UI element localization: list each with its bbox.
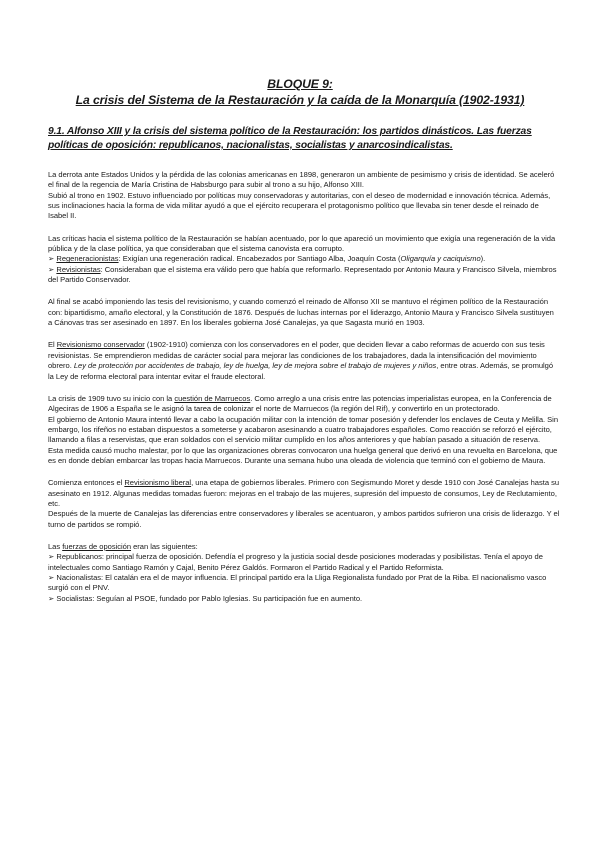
paragraph-2-intro: Las críticas hacia el sistema político de la Restauración se habían acentuado, por lo que apareció un movimiento que exigía una regeneración de la vida pública y de la clase política, ya que consideraban que el sistema canovista era corrupto.	[48, 233, 556, 254]
bullet-icon: ➢	[48, 573, 55, 582]
block-heading: BLOQUE 9:	[267, 77, 333, 91]
paragraph-5	[48, 394, 560, 466]
p6-lead: Comienza entonces el	[48, 478, 125, 488]
section-title: Alfonso XIII y la crisis del sistema político de la Restauración: los partidos dinásticos. Las fuerzas políticas de oposición: republicanos, nacionalistas, socialistas y anarcosindicalistas.	[48, 126, 532, 151]
p4-text-2: , entre otras. Además, se promulgó la Ley de reforma electoral para intentar evitar el fraude electoral.	[48, 361, 554, 381]
term-fuerzas-oposicion: fuerzas de oposición	[62, 541, 132, 551]
section-heading	[48, 125, 558, 153]
bullet-icon: ➢	[48, 264, 55, 274]
p5-text-3: Esta medida causó mucho malestar, por lo que las organizaciones obreras convocaron una huelga general que derivó en una revuelta en Barcelona, que es en donde debían embarcar las tropas hacia Marruecos. Durante una semana hubo una oleada de violencia que terminó con el gobierno de Maura.	[48, 445, 558, 465]
regen-text-end: ).	[480, 254, 486, 264]
paragraph-1	[48, 170, 560, 222]
laws-list: Ley de protección por accidentes de trabajo, ley de huelga, ley de mejora sobre el trabajo de mujeres y niños	[73, 361, 437, 371]
bullet-icon: ➢	[48, 254, 55, 264]
list-item-nacionalistas: Nacionalistas: El catalán era el de mayor influencia. El principal partido era la Lliga Regionalista fundado por Prat de la Riba. El nacionalismo vasco surgió con el PNV.	[48, 573, 547, 593]
paragraph-4	[48, 340, 560, 381]
paragraph-3: Al final se acabó imponiendo las tesis del revisionismo, y cuando comenzó el reinado de Alfonso XII se mantuvo el régimen político de la Restauración con: bipartidismo, amaño electoral, y la Constitución de 1876. Después de luchas internas por el liderazgo, Antonio Maura y Francisco Silvela sustituyen a Cánovas tras ser asesinado en 1897. En los liberales gobierna José Canalejas, ya que Sagasta murió en 1903.	[48, 297, 554, 328]
p4-lead: El	[48, 340, 57, 350]
term-cuestion-marruecos: cuestión de Marruecos	[174, 393, 251, 403]
paragraph-7	[48, 542, 560, 604]
p5-lead: La crisis de 1909 tuvo su inicio con la	[48, 393, 175, 403]
document-body	[48, 170, 560, 616]
p7-lead-end: eran las siguientes:	[131, 541, 198, 551]
p4-text-1: (1902-1910) comienza con los conservadores en el poder, que deciden llevar a cabo reformas de acuerdo con sus tesis revisionistas. Se emprendieron medidas de carácter social para mejorar las condiciones de los trabajadores, dada la intensificación del movimiento obrero.	[48, 340, 545, 371]
bullet-icon: ➢	[48, 593, 55, 603]
p7-lead: Las	[48, 541, 63, 551]
section-number: 9.1.	[48, 126, 65, 137]
block-title: La crisis del Sistema de la Restauración y la caída de la Monarquía (1902-1931)	[75, 93, 525, 107]
p6-text-2: Después de la muerte de Canalejas las diferencias entre conservadores y liberales se acentuaron, y ambos partidos sufrieron una crisis de liderazgo. Y el turno de partidos se rompió.	[48, 509, 560, 529]
term-revisionistas: Revisionistas	[56, 264, 101, 274]
book-title: Oligarquía y caciquismo	[400, 254, 481, 264]
term-regeneracionistas: Regeneracionistas	[56, 254, 119, 264]
paragraph-6	[48, 478, 560, 530]
list-item-republicanos: Republicanos: principal fuerza de oposición. Defendía el progreso y la justicia social desde posiciones moderadas y posibilistas. Tenía el apoyo de intelectuales como Santiago Ramón y Cajal, Benito Pérez Galdós. Formaron el Partido Radical y el Partido Reformista.	[48, 552, 543, 572]
regen-text: : Exigían una regeneración radical. Encabezados por Santiago Alba, Joaquín Costa (	[118, 254, 401, 264]
paragraph-1b: Subió al trono en 1902. Estuvo influenciado por políticas muy conservadoras y autoritarias, con el deseo de modernidad e innovación técnica. Además, sus inclinaciones hacia la forma de vida militar ayudó a que el ejército recuperara el protagonismo político que llevaba sin tener desde el reinado de Isabel II.	[48, 190, 551, 221]
p5-text-1: . Como arreglo a una crisis entre las potencias imperialistas europea, en la Conferencia de Algeciras de 1906 a España se le asignó la tarea de colonizar el norte de Marruecos (la región del Rif), y convertirlo en un protectorado.	[48, 393, 552, 414]
p5-text-2: El gobierno de Antonio Maura intentó llevar a cabo la ocupación militar con la intención de tomar posesión y defender los enclaves de Ceuta y Melilla. Sin embargo, los rifeños no estaban dispuestos a someterse y acabaron asesinando a cuatro trabajadores españoles. Como reacción se reforzó el ejército, llamando a filas a reservistas, que eran soldados con el servicio militar cumplido en los años anteriores y que habían pasado a situación de reserva.	[48, 414, 558, 445]
bullet-icon: ➢	[48, 552, 55, 562]
revis-text: : Consideraban que el sistema era válido pero que había que reformarlo. Representado por Antonio Maura y Francisco Silvela, miembros del Partido Conservador.	[48, 264, 557, 285]
list-item-socialistas: Socialistas: Seguían al PSOE, fundado por Pablo Iglesias. Su participación fue en aumento.	[56, 593, 363, 603]
term-revisionismo-liberal: Revisionismo liberal	[124, 478, 192, 488]
paragraph-2	[48, 234, 560, 286]
paragraph-1a: La derrota ante Estados Unidos y la pérdida de las colonias americanas en 1898, generaron un ambiente de pesimismo y crisis de identidad. Se aceleró el final de la regencia de María Cristina de Habsburgo para subir al trono a su hijo, Alfonso XIII.	[48, 170, 555, 190]
term-revisionismo-conservador: Revisionismo conservador	[56, 340, 145, 350]
p6-text-1: , una etapa de gobiernos liberales. Primero con Segismundo Moret y desde 1910 con José Canalejas hasta su asesinato en 1912. Algunas medidas tomadas fueron: mejoras en el trabajo de las mujeres, supresión del impuesto de consumos, Ley de Reclutamiento, etc.	[48, 478, 560, 508]
